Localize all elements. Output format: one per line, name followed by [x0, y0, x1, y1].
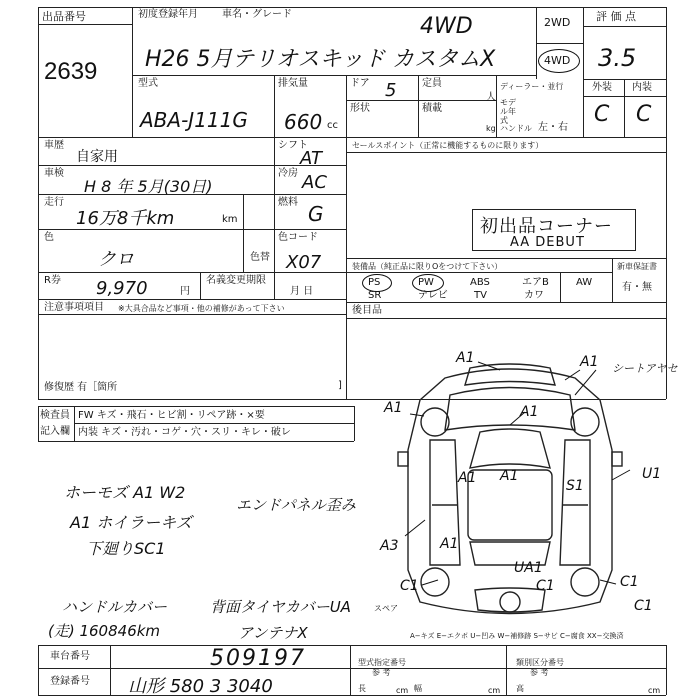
damage-legend: A−キズ E−エクボ U−凹み W−補修跡 S−サビ C−腐食 XX−交換済 — [410, 632, 624, 640]
model-mid-line — [346, 100, 496, 101]
color-value: クロ — [98, 249, 134, 270]
lot-number: 2639 — [44, 58, 98, 85]
warranty-split — [612, 258, 613, 302]
model-col3 — [418, 75, 419, 137]
score-value: 3.5 — [598, 44, 637, 72]
usage-value: 自家用 — [76, 149, 118, 165]
ac-value: AC — [302, 172, 327, 193]
color-code-label: 色コード — [278, 232, 318, 243]
shift-value: AT — [300, 148, 322, 169]
reg-value: 山形 580 3 3040 — [128, 676, 273, 697]
score-label: 評 価 点 — [596, 10, 636, 23]
inspector-mid — [74, 423, 354, 424]
ac-label: 冷房 — [278, 168, 298, 179]
details-split — [274, 137, 275, 299]
mark-12: UA1 — [514, 560, 543, 576]
equip-tv-jp: テレビ — [418, 290, 448, 301]
spare-label: スペア — [374, 604, 398, 613]
sales-label-line — [346, 152, 666, 153]
recycle-label: R券 — [44, 275, 61, 286]
score-under-label — [583, 26, 666, 27]
car-diagram — [350, 340, 670, 645]
hw-note-1: ホーモズ A1 W2 — [64, 483, 186, 502]
sales-point-label: セールスポイント（正常に機能するものに限ります） — [352, 141, 544, 150]
handle-label: ハンドル — [500, 124, 532, 133]
recycle-value: 9,970 — [96, 278, 148, 299]
equip-aw: AW — [576, 277, 593, 288]
load-unit: kg — [486, 124, 496, 133]
hw-note-6: 背面タイヤカバーUA — [210, 598, 351, 616]
inspector-bottom — [38, 441, 354, 442]
model-label: 型式 — [138, 78, 158, 89]
bottom-top — [38, 645, 666, 646]
lot-bottom — [38, 137, 666, 138]
doors-value: 5 — [385, 80, 397, 101]
mark-14: C1 — [536, 578, 555, 594]
color-change-box — [243, 229, 244, 272]
mark-13: C1 — [400, 578, 419, 594]
doors-label: ドア — [350, 78, 370, 89]
mark-16: C1 — [634, 598, 653, 614]
mark-3: シートアヤセ — [612, 362, 678, 375]
mark-11: A3 — [380, 538, 399, 554]
mark-15: C1 — [620, 574, 639, 590]
bottom-mid-split — [350, 645, 351, 695]
interior-grade: C — [636, 102, 652, 127]
debut-banner-en: AA DEBUT — [510, 235, 585, 250]
inspector-int-label: 記入欄 — [40, 426, 70, 437]
inspector-ext-items: FW キズ・飛石・ヒビ割・リペア跡・×要 — [78, 410, 265, 421]
cm-unit-1: cm — [396, 686, 409, 695]
inspector-int-items: 内装 キズ・汚れ・コゲ・穴・スリ・キレ・破レ — [78, 427, 291, 438]
inspector-top — [38, 406, 354, 407]
equip-ps: PS — [368, 277, 381, 288]
notes-label: 注意事項項目 — [44, 302, 104, 313]
model-col4 — [496, 75, 497, 137]
hw-note-3: 下廻りSC1 — [86, 539, 166, 558]
reg-label: 登録番号 — [50, 676, 90, 687]
lot-label: 出品番号 — [42, 10, 86, 23]
len-label: 長 — [358, 684, 366, 693]
mark-6: A1 — [458, 470, 477, 486]
cm-unit-3: cm — [648, 686, 661, 695]
category-label: 類別区分番号 — [516, 658, 564, 667]
details-row5 — [38, 299, 346, 300]
back-seat-label: 後目品 — [352, 305, 382, 316]
hw-note-5: ハンドルカバー — [62, 598, 168, 616]
wd4-label: 4WD — [544, 54, 571, 67]
notes-small: ※大具合品など事項・他の補修があって下さい — [118, 304, 285, 313]
km-unit: km — [222, 214, 238, 225]
km-box — [243, 194, 244, 229]
color-label: 色 — [44, 232, 54, 243]
fuel-value: G — [308, 202, 324, 226]
hw-note-8: (走) 160846km — [48, 622, 161, 640]
ref-label-2: 参 考 — [530, 668, 549, 677]
width-label: 幅 — [414, 684, 422, 693]
warranty-label: 新車保証書 — [617, 262, 657, 271]
cm-unit-2: cm — [488, 686, 501, 695]
lot-label-line — [38, 24, 132, 25]
name-change-label: 名義変更期限 — [206, 275, 266, 286]
details-right-split — [346, 137, 347, 399]
header-row-line — [132, 75, 536, 76]
mark-9: S1 — [566, 478, 584, 494]
capacity-label: 定員 — [422, 78, 442, 89]
equip-airbag: エアB — [522, 277, 549, 288]
shift-label: シフト — [278, 140, 308, 151]
inspector-left — [38, 406, 39, 441]
exterior-grade: C — [594, 102, 610, 127]
debut-banner-jp: 初出品コーナー — [480, 216, 613, 237]
displacement-value: 660 — [284, 110, 323, 134]
equip-leather: カワ — [524, 290, 544, 301]
height-label: 高 — [516, 684, 524, 693]
wd2-label: 2WD — [544, 16, 571, 29]
fuel-label: 燃料 — [278, 197, 298, 208]
exterior-label: 外装 — [592, 82, 612, 93]
recycle-unit: 円 — [180, 286, 190, 297]
bottom-right — [666, 645, 667, 695]
hw-note-4: エンドパネル歪み — [236, 496, 356, 514]
mark-2: A1 — [580, 354, 599, 370]
bottom-left — [38, 645, 39, 695]
model-value: ABA-J111G — [140, 108, 248, 132]
displacement-label: 排気量 — [278, 78, 308, 89]
car-name-label: 車名・グレード — [222, 9, 292, 20]
chassis-value: 509197 — [210, 646, 306, 671]
reg-cert-label: 型式指定番号 — [358, 658, 406, 667]
inspector-split — [74, 406, 75, 441]
equip-top — [346, 258, 666, 259]
hw-note-7: アンテナX — [238, 624, 308, 642]
car-name-value: テリオスキッド カスタムX — [232, 47, 496, 72]
equip-sr: SR — [368, 290, 382, 301]
hw-note-2: A1 ホイラーキズ — [70, 513, 192, 532]
color-code-value: X07 — [286, 252, 322, 273]
model-year-label: モデル年式 — [500, 98, 516, 125]
back-seat-line — [346, 318, 666, 319]
repair-label: 修復歴 有［箇所 — [44, 382, 118, 393]
mark-10: U1 — [642, 466, 662, 482]
equip-pw: PW — [418, 277, 434, 288]
equip-tv: TV — [474, 290, 487, 301]
first-reg-label: 初度登録年月 — [138, 9, 198, 20]
handle-value: 左・右 — [538, 122, 568, 133]
model-col2 — [346, 75, 347, 137]
mileage-label: 走行 — [44, 197, 64, 208]
drive-note: 4WD — [420, 14, 473, 39]
interior-label: 内装 — [632, 82, 652, 93]
inspector-ext-label: 検査員 — [40, 410, 70, 421]
mark-1: A1 — [456, 350, 475, 366]
shape-label: 形状 — [350, 103, 370, 114]
equip-bottom — [346, 302, 666, 303]
equipment-label: 装備品（純正品に限りOをつけて下さい） — [352, 262, 503, 271]
recycle-split — [200, 272, 201, 299]
capacity-unit: 人 — [486, 92, 496, 103]
dealer-label: ディーラー・並行 — [500, 82, 564, 91]
bottom-right-row — [350, 668, 666, 669]
warranty-value: 有・無 — [622, 282, 652, 293]
wd-mid — [536, 43, 583, 44]
ref-label-1: 参 考 — [372, 668, 391, 677]
chassis-label: 車台番号 — [50, 651, 90, 662]
load-label: 積載 — [422, 103, 442, 114]
displacement-unit: cc — [327, 120, 338, 131]
grade-split — [624, 79, 625, 137]
name-change-units: 月 日 — [290, 286, 314, 297]
aw-split — [560, 272, 561, 302]
outer-left — [38, 7, 39, 399]
mark-4: A1 — [384, 400, 403, 416]
equip-abs: ABS — [470, 277, 490, 288]
first-reg-value: H26 5月 — [145, 47, 233, 72]
model-col1 — [274, 75, 275, 137]
inspection-label: 車検 — [44, 168, 64, 179]
repair-close: ] — [338, 380, 342, 391]
mark-8: A1 — [440, 536, 459, 552]
mileage-value: 16万8千km — [76, 208, 175, 229]
lot-divider — [132, 7, 133, 137]
notes-label-line — [38, 314, 346, 315]
mark-7: A1 — [500, 468, 519, 484]
inspection-value: H 8 年 5月(30日) — [84, 177, 213, 196]
usage-label: 車歴 — [44, 140, 64, 151]
mark-5: A1 — [520, 404, 539, 420]
bottom-mid-split2 — [506, 645, 507, 695]
color-change-label: 色替 — [250, 252, 270, 263]
bottom-label-split — [110, 645, 111, 695]
equip-label-line — [346, 272, 612, 273]
